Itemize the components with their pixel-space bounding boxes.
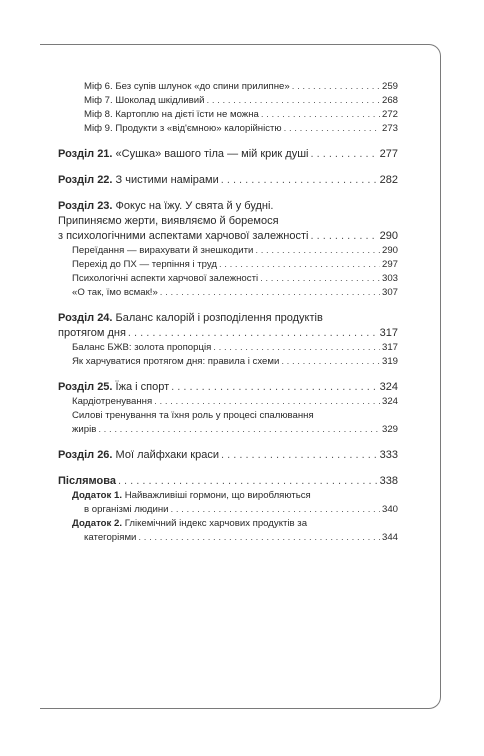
toc-entry-title: Міф 8. Картоплю на дієті їсти не можна: [84, 109, 259, 120]
appendix-title-line-2: категоріями: [84, 532, 137, 543]
chapter-title-line-2: протягом дня: [58, 327, 126, 339]
dot-leader: [310, 229, 377, 244]
dot-leader: [255, 244, 380, 258]
toc-entry-title: Перехід до ПХ — терпіння і труд: [72, 259, 217, 270]
dot-leader: [98, 423, 380, 437]
dot-leader: [281, 355, 380, 369]
toc-page-number: 272: [381, 109, 398, 120]
toc-appendix-2[interactable]: [72, 517, 398, 545]
toc-page-number: 273: [381, 123, 398, 134]
toc-subentry[interactable]: [72, 409, 398, 437]
toc-chapter-21[interactable]: [58, 147, 398, 162]
toc-entry-title-line-2: жирів: [72, 424, 97, 435]
toc-subentry[interactable]: [72, 355, 398, 369]
toc-subentry[interactable]: [72, 341, 398, 355]
toc-subentry[interactable]: [72, 272, 398, 286]
dot-leader: [207, 94, 380, 108]
toc-page-number: 259: [381, 81, 398, 92]
dot-leader: [221, 448, 378, 463]
toc-subentry[interactable]: [72, 258, 398, 272]
dot-leader: [160, 286, 380, 300]
toc-chapter-25[interactable]: [58, 380, 398, 395]
dot-leader: [219, 258, 380, 272]
toc-appendix-1[interactable]: [72, 489, 398, 517]
toc-page-number: 319: [381, 356, 398, 367]
chapter-title-line-1: Фокус на їжу. У свята й у будні.: [115, 200, 274, 212]
appendix-label: Додаток 2.: [72, 518, 123, 529]
dot-leader: [292, 80, 380, 94]
toc-page-number: 282: [379, 174, 398, 186]
toc-page-number: 317: [379, 327, 398, 339]
toc-afterword[interactable]: [58, 474, 398, 489]
toc-entry-title: Баланс БЖВ: золота пропорція: [72, 342, 212, 353]
toc-page-number: 344: [381, 532, 398, 543]
dot-leader: [261, 108, 380, 122]
chapter-label: Розділ 22.: [58, 174, 113, 186]
dot-leader: [213, 341, 380, 355]
toc-page-number: 297: [381, 259, 398, 270]
appendix-title-line-1: Найважливіші гормони, що виробляються: [124, 490, 311, 501]
dot-leader: [118, 474, 378, 489]
dot-leader: [310, 147, 377, 162]
dot-leader: [284, 122, 380, 136]
toc-subentry[interactable]: [72, 286, 398, 300]
toc-page-number: 290: [381, 245, 398, 256]
dot-leader: [154, 395, 380, 409]
chapter-title: Їжа і спорт: [115, 381, 170, 393]
toc-page-number: 277: [379, 148, 398, 160]
toc-entry-myth-6[interactable]: [84, 80, 398, 94]
dot-leader: [170, 503, 380, 517]
chapter-title-line-2: Припиняємо жерти, виявляємо й боремося: [58, 215, 279, 227]
toc-page-number: 329: [381, 424, 398, 435]
chapter-title: «Сушка» вашого тіла — мій крик душі: [115, 148, 309, 160]
chapter-label: Розділ 25.: [58, 381, 113, 393]
dot-leader: [128, 326, 378, 341]
toc-page-number: 340: [381, 504, 398, 515]
toc-page-number: 307: [381, 287, 398, 298]
toc-chapter-24[interactable]: [58, 311, 398, 341]
toc-entry-myth-9[interactable]: [84, 122, 398, 136]
toc-entry-title: Міф 6. Без супів шлунок «до спини прилипне»: [84, 81, 290, 92]
appendix-title-line-2: в організмі людини: [84, 504, 169, 515]
dot-leader: [138, 531, 380, 545]
toc-page-number: 317: [381, 342, 398, 353]
chapter-title-line-3: з психологічними аспектами харчової залежності: [58, 230, 309, 242]
toc-entry-title: Психологічні аспекти харчової залежності: [72, 273, 259, 284]
toc-entry-myth-7[interactable]: [84, 94, 398, 108]
toc-entry-title: «О так, їмо всмак!»: [72, 287, 158, 298]
toc-entry-title: Переїдання — вирахувати й знешкодити: [72, 245, 254, 256]
toc-entry-myth-8[interactable]: [84, 108, 398, 122]
toc-page-number: 338: [379, 475, 398, 487]
toc-subentry[interactable]: [72, 244, 398, 258]
dot-leader: [171, 380, 378, 395]
toc-entry-title-line-1: Силові тренування та їхня роль у процесі спалювання: [72, 410, 314, 421]
chapter-label: Розділ 23.: [58, 200, 113, 212]
appendix-title-line-1: Глікемічний індекс харчових продуктів за: [124, 518, 308, 529]
toc-subentry[interactable]: [72, 395, 398, 409]
toc-entry-title: Міф 7. Шоколад шкідливий: [84, 95, 205, 106]
toc-chapter-22[interactable]: [58, 173, 398, 188]
toc-entry-title: Міф 9. Продукти з «від'ємною» калорійністю: [84, 123, 282, 134]
toc-page-number: 268: [381, 95, 398, 106]
appendix-label: Додаток 1.: [72, 490, 123, 501]
toc-chapter-23[interactable]: [58, 199, 398, 244]
toc-page-number: 303: [381, 273, 398, 284]
toc-entry-title: Кардіотренування: [72, 396, 153, 407]
chapter-label: Розділ 24.: [58, 312, 113, 324]
chapter-label: Розділ 26.: [58, 449, 113, 461]
chapter-label: Розділ 21.: [58, 148, 113, 160]
chapter-title: Мої лайфхаки краси: [115, 449, 219, 461]
toc-entry-title: Як харчуватися протягом дня: правила і схеми: [72, 356, 280, 367]
toc-page-number: 290: [379, 230, 398, 242]
toc-page-number: 324: [381, 396, 398, 407]
chapter-title-line-1: Баланс калорій і розподілення продуктів: [115, 312, 323, 324]
afterword-label: Післямова: [58, 475, 116, 487]
table-of-contents: [58, 80, 398, 545]
chapter-title: З чистими намірами: [115, 174, 219, 186]
dot-leader: [260, 272, 380, 286]
toc-chapter-26[interactable]: [58, 448, 398, 463]
toc-page-number: 333: [379, 449, 398, 461]
toc-page-number: 324: [379, 381, 398, 393]
dot-leader: [221, 173, 378, 188]
